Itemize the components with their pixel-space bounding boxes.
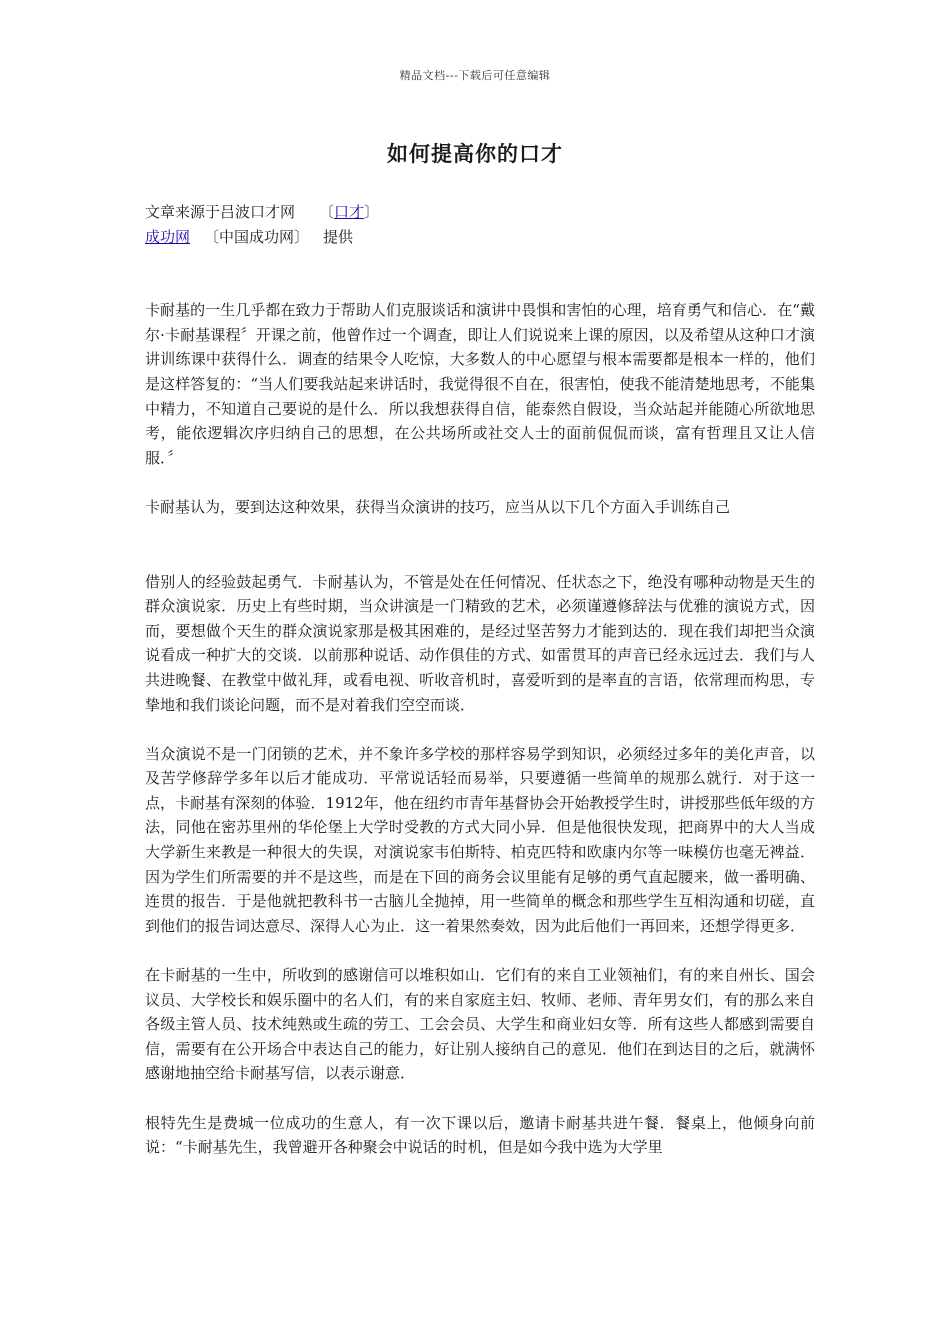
- kou-cai-link[interactable]: 口才: [334, 203, 365, 221]
- bracket-open: 〔: [319, 203, 335, 221]
- source-prefix: 文章来源于吕波口才网: [145, 203, 296, 221]
- paragraph-4: 当众演说不是一门闭锁的艺术，并不象许多学校的那样容易学到知识，必须经过多年的美化声音，以及苦学修辞学多年以后才能成功．平常说话轻而易举，只要遵循一些简单的规那么就行．对于这一点，卡耐基有深刻的体验．1912年，他在纽约市青年基督协会开始教授学生时，讲授那些低年级的方法，同他在密苏里州的华伦堡上大学时受教的方式大同小异．但是他很快发现，把商界中的大人当成大学新生来教是一种很大的失误，对演说家韦伯斯特、柏克匹特和欧康内尔等一味模仿也毫无裨益．因为学生们所需要的并不是这些，而是在下回的商务会议里能有足够的勇气直起腰来，做一番明确、连贯的报告．于是他就把教科书一古脑儿全抛掉，用一些简单的概念和那些学生互相沟通和切磋，直到他们的报告词达意尽、深得人心为止．这一着果然奏效，因为此后他们一再回来，还想学得更多．: [145, 744, 815, 935]
- document-body: [145, 200, 815, 1160]
- paragraph-6: 根特先生是费城一位成功的生意人，有一次下课以后，邀请卡耐基共进午餐．餐桌上，他倾身向前说：“卡耐基先生，我曾避开各种聚会中说话的时机，但是如今我中选为大学里: [145, 1113, 815, 1157]
- provider-text: 提供: [323, 227, 354, 246]
- paragraph-5: 在卡耐基的一生中，所收到的感谢信可以堆积如山．它们有的来自工业领袖们，有的来自州长、国会议员、大学校长和娱乐圈中的名人们，有的来自家庭主妇、牧师、老师、青年男女们，有的那么来自各级主管人员、技术纯熟或生疏的劳工、工会会员、大学生和商业妇女等．所有这些人都感到需要自信，需要有在公开场合中表达自己的能力，好让别人接纳自己的意见．他们在到达目的之后，就满怀感谢地抽空给卡耐基写信，以表示谢意．: [145, 966, 815, 1083]
- cheng-gong-wang-link[interactable]: 成功网: [145, 227, 191, 246]
- paragraph-2: 卡耐基认为，要到达这种效果，获得当众演讲的技巧，应当从以下几个方面入手训练自己: [145, 497, 731, 516]
- paragraph-1: 卡耐基的一生几乎都在致力于帮助人们克服谈话和演讲中畏惧和害怕的心理，培育勇气和信心．在“戴尔·卡耐基课程〞开课之前，他曾作过一个调查，即让人们说说来上课的原因，以及希望从这种口才演讲训练课中获得什么．调查的结果令人吃惊，大多数人的中心愿望与根本需要都是根本一样的，他们是这样答复的：“当人们要我站起来讲话时，我觉得很不自在，很害怕，使我不能清楚地思考，不能集中精力，不知道自己要说的是什么．所以我想获得自信，能泰然自假设，当众站起并能随心所欲地思考，能依逻辑次序归纳自己的思想，在公共场所或社交人士的面前侃侃而谈，富有哲理且又让人信服．〞: [145, 301, 815, 467]
- source-line: [145, 200, 815, 225]
- paragraph-3: 借别人的经验鼓起勇气．卡耐基认为，不管是处在任何情况、任状态之下，绝没有哪种动物是天生的群众演说家．历史上有些时期，当众讲演是一门精致的艺术，必须谨遵修辞法与优雅的演说方式，因而，要想做个天生的群众演说家那是极其困难的，是经过坚苦努力才能到达的．现在我们却把当众演说看成一种扩大的交谈．以前那种说话、动作俱佳的方式、如雷贯耳的声音已经永远过去．我们与人共进晚餐、在教堂中做礼拜，或看电视、听收音机时，喜爱听到的是率直的言语，依常理而构思，专挚地和我们谈论问题，而不是对着我们空空而谈．: [145, 572, 815, 714]
- page-header: 精品文档---下载后可任意编辑: [399, 69, 551, 82]
- document-title: 如何提高你的口才: [387, 141, 563, 166]
- bracket-close: 〕: [364, 203, 380, 221]
- provider-org: 〔中国成功网〕: [204, 227, 310, 246]
- provider-line: [145, 225, 815, 250]
